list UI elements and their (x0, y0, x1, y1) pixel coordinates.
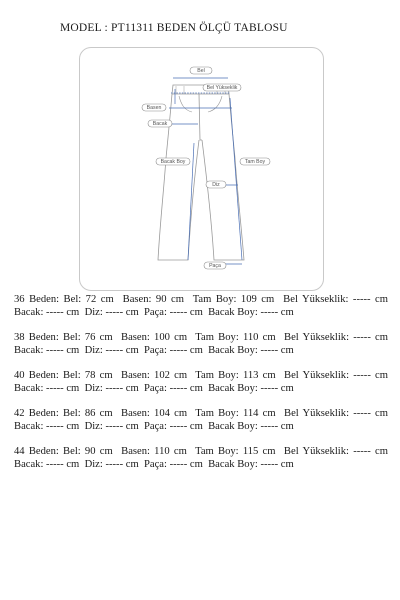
label-basen (142, 104, 166, 111)
label-diz (206, 181, 226, 188)
label-bel (190, 67, 212, 74)
page-title: MODEL : PT11311 BEDEN ÖLÇÜ TABLOSU (60, 22, 288, 34)
size-diagram (79, 47, 324, 291)
size-row-44: 44 Beden: Bel: 90 cm Basen: 110 cm Tam Boy: 115 cm Bel Yükseklik: ----- cm Bacak: ----- cm Diz: ----- cm Paça: ----- cm Bacak Boy: ----- cm (14, 446, 394, 470)
measurement-lines (168, 78, 242, 264)
svg-text:Paça: Paça (209, 263, 221, 270)
size-row-40: 40 Beden: Bel: 78 cm Basen: 102 cm Tam Boy: 113 cm Bel Yükseklik: ----- cm Bacak: ----- cm Diz: ----- cm Paça: ----- cm Bacak Boy: ----- cm (14, 370, 394, 394)
svg-text:Bacak: Bacak (152, 121, 168, 128)
svg-text:Tam Boy: Tam Boy (244, 159, 266, 166)
label-paca (204, 262, 226, 269)
size-row-42: 42 Beden: Bel: 86 cm Basen: 104 cm Tam Boy: 114 cm Bel Yükseklik: ----- cm Bacak: ----- cm Diz: ----- cm Paça: ----- cm Bacak Boy: ----- cm (14, 408, 394, 432)
label-bacak-boy (156, 158, 190, 165)
svg-text:Diz: Diz (212, 182, 220, 189)
svg-text:Basen: Basen (146, 105, 162, 112)
svg-text:Bacak Boy: Bacak Boy (160, 159, 186, 166)
size-row-36: 36 Beden: Bel: 72 cm Basen: 90 cm Tam Boy: 109 cm Bel Yükseklik: ----- cm Bacak: ----- cm Diz: ----- cm Paça: ----- cm Bacak Boy: ----- cm (14, 294, 394, 318)
size-table (14, 293, 394, 483)
label-bel-yukseklik (203, 84, 241, 91)
label-tam-boy (240, 158, 270, 165)
trousers-sketch (80, 48, 323, 290)
svg-text:Bel: Bel (197, 68, 205, 75)
svg-text:Bel Yükseklik: Bel Yükseklik (206, 85, 238, 92)
size-row-38: 38 Beden: Bel: 76 cm Basen: 100 cm Tam Boy: 110 cm Bel Yükseklik: ----- cm Bacak: ----- cm Diz: ----- cm Paça: ----- cm Bacak Boy: ----- cm (14, 332, 394, 356)
label-bacak (148, 120, 172, 127)
